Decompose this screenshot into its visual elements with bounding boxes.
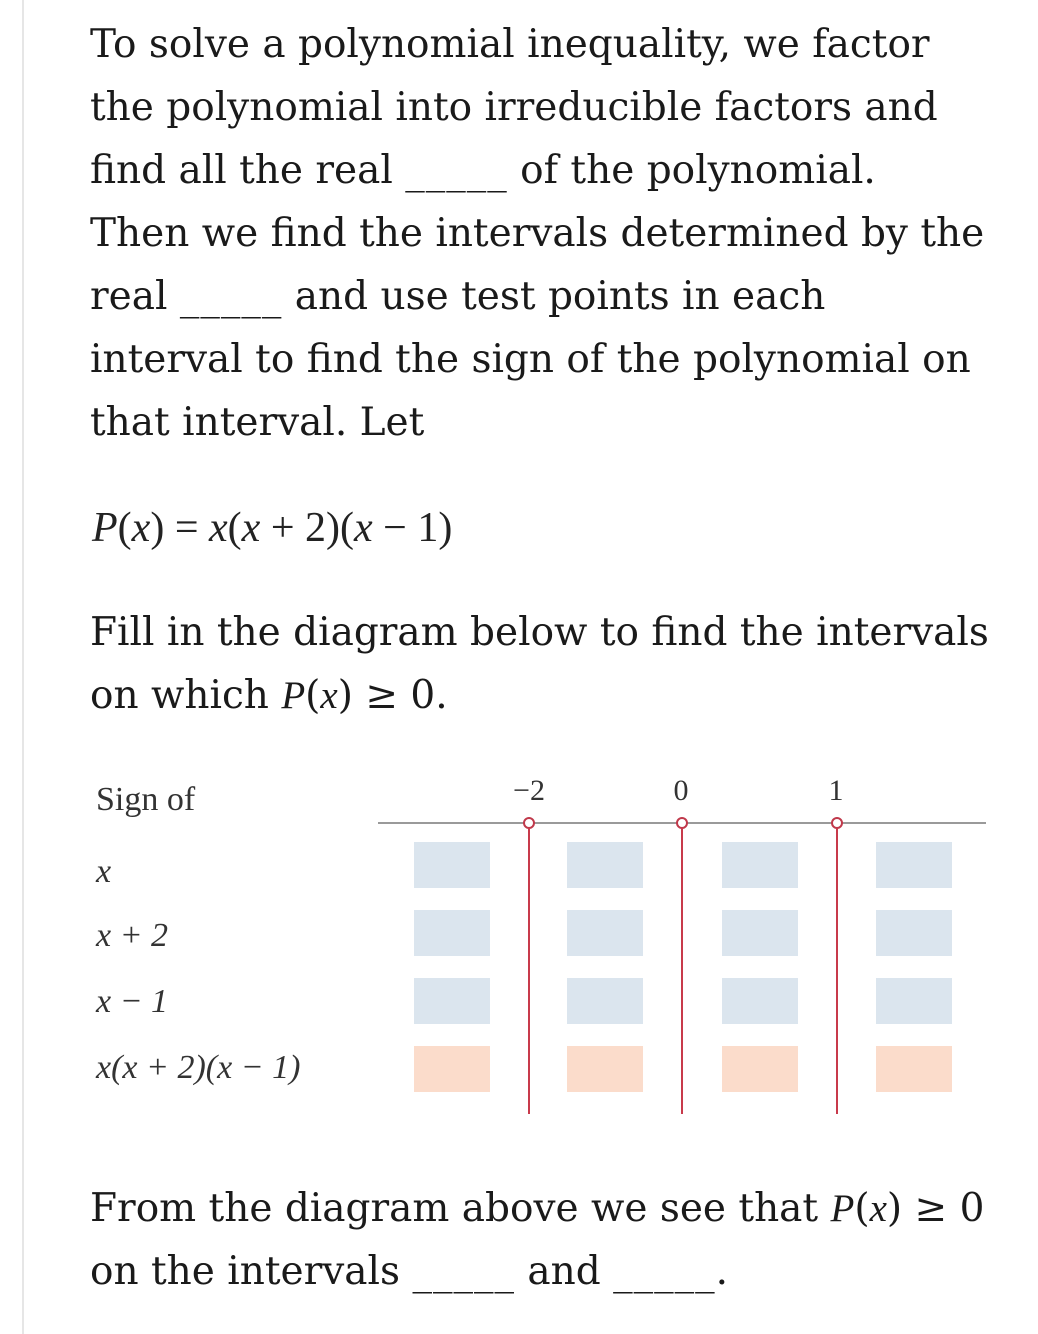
conclusion-paragraph: From the diagram above we see that P(x) ≥ 0 on the intervals _____ and _____. [90,1177,1010,1303]
conclusion-line-2: on the intervals [90,1249,401,1294]
conclusion-expr-rest: ≥ 0 [914,1186,985,1231]
formula-two: 2 [305,505,326,551]
sign-cell-x-interval-2[interactable] [567,842,643,888]
sign-cell-x-plus-2-interval-2[interactable] [567,910,643,956]
row-label-product: x(x + 2)(x − 1) [96,1049,301,1086]
polynomial-formula: P(x) = x(x + 2)(x − 1) [92,505,453,551]
sign-cell-x-interval-1[interactable] [414,842,490,888]
formula-var: x [131,505,151,551]
critical-line-0 [681,828,683,1114]
intro-line-2: the polynomial into irreducible factors and [90,85,938,130]
conclusion-period: . [715,1249,728,1294]
sign-cell-x-minus-1-interval-3[interactable] [722,978,798,1024]
sign-cell-product-interval-3[interactable] [722,1046,798,1092]
instruction-paragraph: Fill in the diagram below to find the intervals on which P(x) ≥ 0. [90,610,989,718]
intro-line-5b: and use test points in each [294,274,826,319]
row-label-x-minus-1: x − 1 [96,983,169,1020]
instruction-expr-fn: P [281,674,306,717]
formula-minus: − [383,505,407,551]
instruction-expr-var: x [320,674,338,717]
sign-cell-x-minus-1-interval-2[interactable] [567,978,643,1024]
conclusion-expr-var: x [869,1187,887,1230]
critical-line-1 [836,828,838,1114]
formula-factor-x2: x [241,505,261,551]
intro-line-6: interval to find the sign of the polynomial on [90,337,971,382]
formula-one: 1 [417,505,439,551]
blank-interval-2[interactable]: _____ [613,1249,716,1294]
sign-cell-x-minus-1-interval-4[interactable] [876,978,952,1024]
row-label-x: x [96,853,112,890]
critical-point-label-0: 0 [673,774,689,807]
intro-line-3a: find all the real [90,148,393,193]
sign-cell-x-interval-3[interactable] [722,842,798,888]
sign-cell-x-plus-2-interval-4[interactable] [876,910,952,956]
intro-line-3b: of the polynomial. [520,148,876,193]
instruction-line-1: Fill in the diagram below to find the intervals [90,610,989,655]
sign-cell-x-plus-2-interval-3[interactable] [722,910,798,956]
formula-eq: = [174,505,199,551]
sign-cell-product-interval-1[interactable] [414,1046,490,1092]
formula-plus: + [270,505,295,551]
instruction-line-2: on which [90,673,269,718]
critical-point-label-neg2: −2 [513,774,545,807]
sign-cell-x-interval-4[interactable] [876,842,952,888]
conclusion-expr-fn: P [830,1187,855,1230]
conclusion-line-1: From the diagram above we see that [90,1186,819,1231]
sign-of-label: Sign of [96,781,196,818]
sign-cell-x-plus-2-interval-1[interactable] [414,910,490,956]
instruction-expr-rest: ≥ 0. [365,673,448,718]
formula-factor-x: x [209,505,228,551]
blank-interval-1[interactable]: _____ [412,1249,515,1294]
sign-diagram [0,760,1038,1140]
sign-cell-product-interval-4[interactable] [876,1046,952,1092]
intro-line-1: To solve a polynomial inequality, we factor [90,22,930,67]
intro-line-4: Then we find the intervals determined by the [90,211,985,256]
critical-line-neg2 [528,828,530,1114]
blank-real-zeros-1[interactable]: _____ [405,148,508,193]
formula-fn: P [92,505,118,551]
intro-paragraph [90,13,1010,454]
intro-line-7: that interval. Let [90,400,425,445]
sign-cell-x-minus-1-interval-1[interactable] [414,978,490,1024]
conclusion-and: and [527,1249,601,1294]
intro-line-5a: real [90,274,168,319]
blank-real-zeros-2[interactable]: _____ [179,274,283,319]
critical-point-label-1: 1 [828,774,844,807]
formula-factor-x3: x [353,505,373,551]
sign-cell-product-interval-2[interactable] [567,1046,643,1092]
row-label-x-plus-2: x + 2 [96,917,169,954]
